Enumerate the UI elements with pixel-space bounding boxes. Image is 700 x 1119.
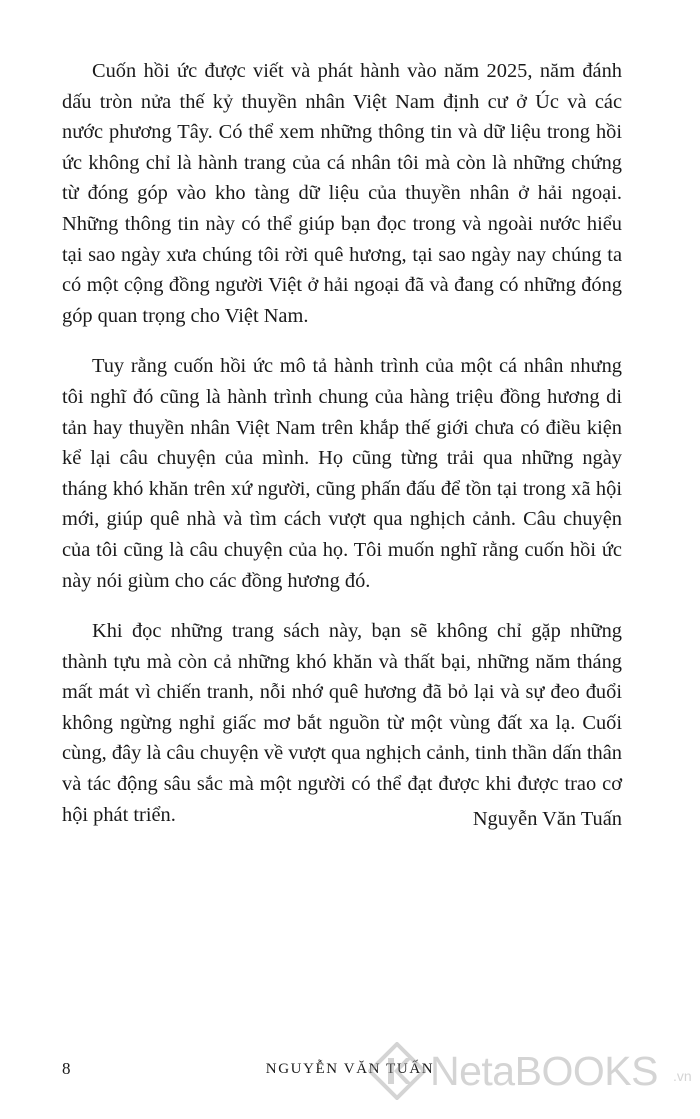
running-head: NGUYỄN VĂN TUẤN bbox=[265, 1061, 435, 1077]
paragraph-2: Tuy rằng cuốn hồi ức mô tả hành trình của một cá nhân nhưng tôi nghĩ đó cũng là hành trình chung của hàng triệu đồng hương di tản hay thuyền nhân Việt Nam trên khắp thế giới chưa có điều kiện kể lại câu chuyện của mình. Họ cũng từng trải qua những ngày tháng khó khăn trên xứ người, cũng phấn đấu để tồn tại trong xã hội mới, giúp quê nhà và tìm cách vượt qua nghịch cảnh. Câu chuyện của tôi cũng là câu chuyện của họ. Tôi muốn nghĩ rằng cuốn hồi ức này nói giùm cho các đồng hương đó. bbox=[62, 355, 622, 592]
author-signature: Nguyễn Văn Tuấn bbox=[472, 808, 622, 830]
paragraph-3: Khi đọc những trang sách này, bạn sẽ không chỉ gặp những thành tựu mà còn cả những khó khăn và thất bại, những năm tháng mất mát vì chiến tranh, nỗi nhớ quê hương đã bỏ lại và sự đeo đuổi không ngừng nghỉ giấc mơ bắt nguồn từ một vùng đất xa lạ. Cuối cùng, đây là câu chuyện về vượt qua nghịch cảnh, tinh thần dấn thân và tác động sâu sắc mà một người có thể đạt được khi được trao cơ hội phát triển. bbox=[62, 620, 622, 826]
page-number: 8 bbox=[62, 1059, 71, 1078]
paragraph-1: Cuốn hồi ức được viết và phát hành vào năm 2025, năm đánh dấu tròn nửa thế kỷ thuyền nhân Việt Nam định cư ở Úc và các nước phương Tây. Có thể xem những thông tin và dữ liệu trong hồi ức không chỉ là hành trang của cá nhân tôi mà còn là những chứng từ đóng góp vào kho tàng dữ liệu của thuyền nhân ở hải ngoại. Những thông tin này có thể giúp bạn đọc trong và ngoài nước hiểu tại sao ngày xưa chúng tôi rời quê hương, tại sao ngày nay chúng ta có một cộng đồng người Việt ở hải ngoại đã và đang có những đóng góp quan trọng cho Việt Nam. bbox=[62, 60, 622, 327]
watermark-text: NetaBOOKS bbox=[430, 1048, 658, 1094]
body-text bbox=[62, 56, 622, 850]
watermark-suffix: .vn bbox=[673, 1068, 692, 1084]
page-footer bbox=[0, 1054, 700, 1094]
